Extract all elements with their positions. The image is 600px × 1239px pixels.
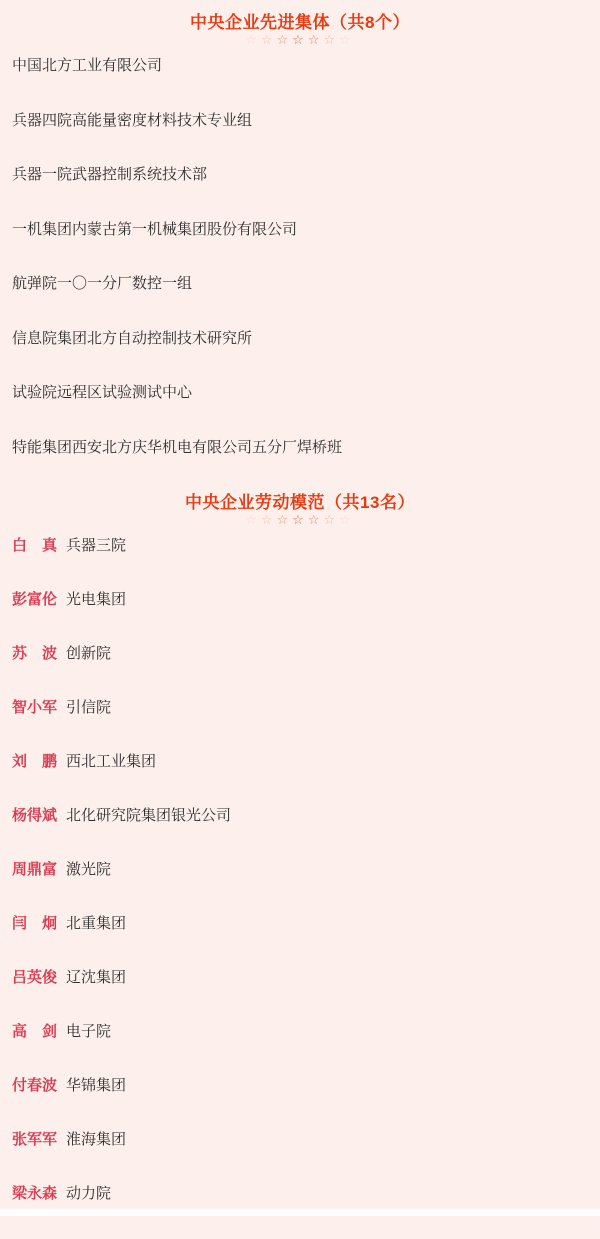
winner-name: 智小军 bbox=[12, 699, 58, 716]
winner-name: 吕英俊 bbox=[12, 969, 58, 986]
star-icon: ☆ bbox=[276, 32, 293, 47]
star-icon: ☆ bbox=[260, 512, 277, 527]
list-item: 中国北方工业有限公司 bbox=[12, 57, 163, 74]
winner-org: 辽沈集团 bbox=[66, 969, 127, 986]
star-icon: ☆ bbox=[339, 512, 355, 527]
winner-name: 刘 鹏 bbox=[12, 753, 58, 770]
list-item bbox=[12, 537, 600, 591]
model-workers-list bbox=[0, 527, 600, 1239]
star-icon: ☆ bbox=[245, 32, 261, 47]
star-icon: ☆ bbox=[323, 512, 340, 527]
star-icon: ☆ bbox=[339, 32, 355, 47]
winner-name: 彭富伦 bbox=[12, 591, 58, 608]
list-item bbox=[12, 699, 600, 753]
list-item bbox=[12, 1131, 600, 1185]
list-item: 试验院远程区试验测试中心 bbox=[12, 384, 193, 401]
list-item bbox=[12, 1077, 600, 1131]
winner-org: 北重集团 bbox=[66, 915, 127, 932]
winner-org: 电子院 bbox=[66, 1023, 112, 1040]
winner-name: 苏 波 bbox=[12, 645, 58, 662]
list-item: 一机集团内蒙古第一机械集团股份有限公司 bbox=[12, 220, 298, 238]
winner-name: 张军军 bbox=[12, 1131, 58, 1148]
star-divider bbox=[0, 513, 600, 527]
winner-org: 引信院 bbox=[66, 699, 112, 716]
section-title-advanced-collectives: 中央企业先进集体（共8个） bbox=[190, 13, 410, 32]
winner-org: 激光院 bbox=[66, 861, 112, 878]
bottom-white-strip bbox=[0, 1209, 600, 1216]
list-item bbox=[12, 915, 600, 969]
winner-org: 西北工业集团 bbox=[66, 753, 157, 770]
star-icon: ☆ bbox=[245, 512, 261, 527]
list-item bbox=[12, 969, 600, 1023]
winner-org: 北化研究院集团银光公司 bbox=[66, 807, 232, 824]
winner-name: 白 真 bbox=[12, 537, 58, 554]
winner-name: 高 剑 bbox=[12, 1023, 58, 1040]
star-icon: ☆ bbox=[276, 512, 293, 527]
winner-org: 光电集团 bbox=[66, 591, 127, 608]
list-item: 航弹院一〇一分厂数控一组 bbox=[12, 275, 193, 292]
list-item bbox=[12, 591, 600, 645]
winner-org: 创新院 bbox=[66, 645, 112, 662]
section-title-model-workers: 中央企业劳动模范（共13名） bbox=[185, 493, 415, 512]
winner-org: 兵器三院 bbox=[66, 537, 127, 554]
list-item bbox=[12, 807, 600, 861]
winner-name: 杨得斌 bbox=[12, 807, 58, 824]
winner-name: 付春波 bbox=[12, 1077, 58, 1094]
list-item: 特能集团西安北方庆华机电有限公司五分厂焊桥班 bbox=[12, 438, 343, 456]
collectives-list bbox=[0, 47, 600, 493]
winner-org: 华锦集团 bbox=[66, 1077, 127, 1094]
list-item: 兵器一院武器控制系统技术部 bbox=[12, 166, 208, 183]
section-model-workers bbox=[0, 493, 600, 1239]
winner-org: 动力院 bbox=[66, 1185, 112, 1202]
star-icon: ☆ bbox=[292, 512, 308, 527]
list-item: 兵器四院高能量密度材料技术专业组 bbox=[12, 111, 253, 129]
winner-name: 周鼎富 bbox=[12, 861, 58, 878]
star-icon: ☆ bbox=[307, 512, 324, 527]
list-item bbox=[12, 753, 600, 807]
star-icon: ☆ bbox=[323, 32, 340, 47]
list-item bbox=[12, 645, 600, 699]
star-divider bbox=[0, 33, 600, 47]
section-advanced-collectives bbox=[0, 0, 600, 493]
star-icon: ☆ bbox=[292, 32, 308, 47]
winner-org: 淮海集团 bbox=[66, 1131, 127, 1148]
star-icon: ☆ bbox=[260, 32, 277, 47]
winner-name: 梁永森 bbox=[12, 1185, 58, 1202]
winner-name: 闫 炯 bbox=[12, 915, 58, 932]
list-item: 信息院集团北方自动控制技术研究所 bbox=[12, 329, 253, 347]
list-item bbox=[12, 1023, 600, 1077]
star-icon: ☆ bbox=[307, 32, 324, 47]
list-item bbox=[12, 861, 600, 915]
